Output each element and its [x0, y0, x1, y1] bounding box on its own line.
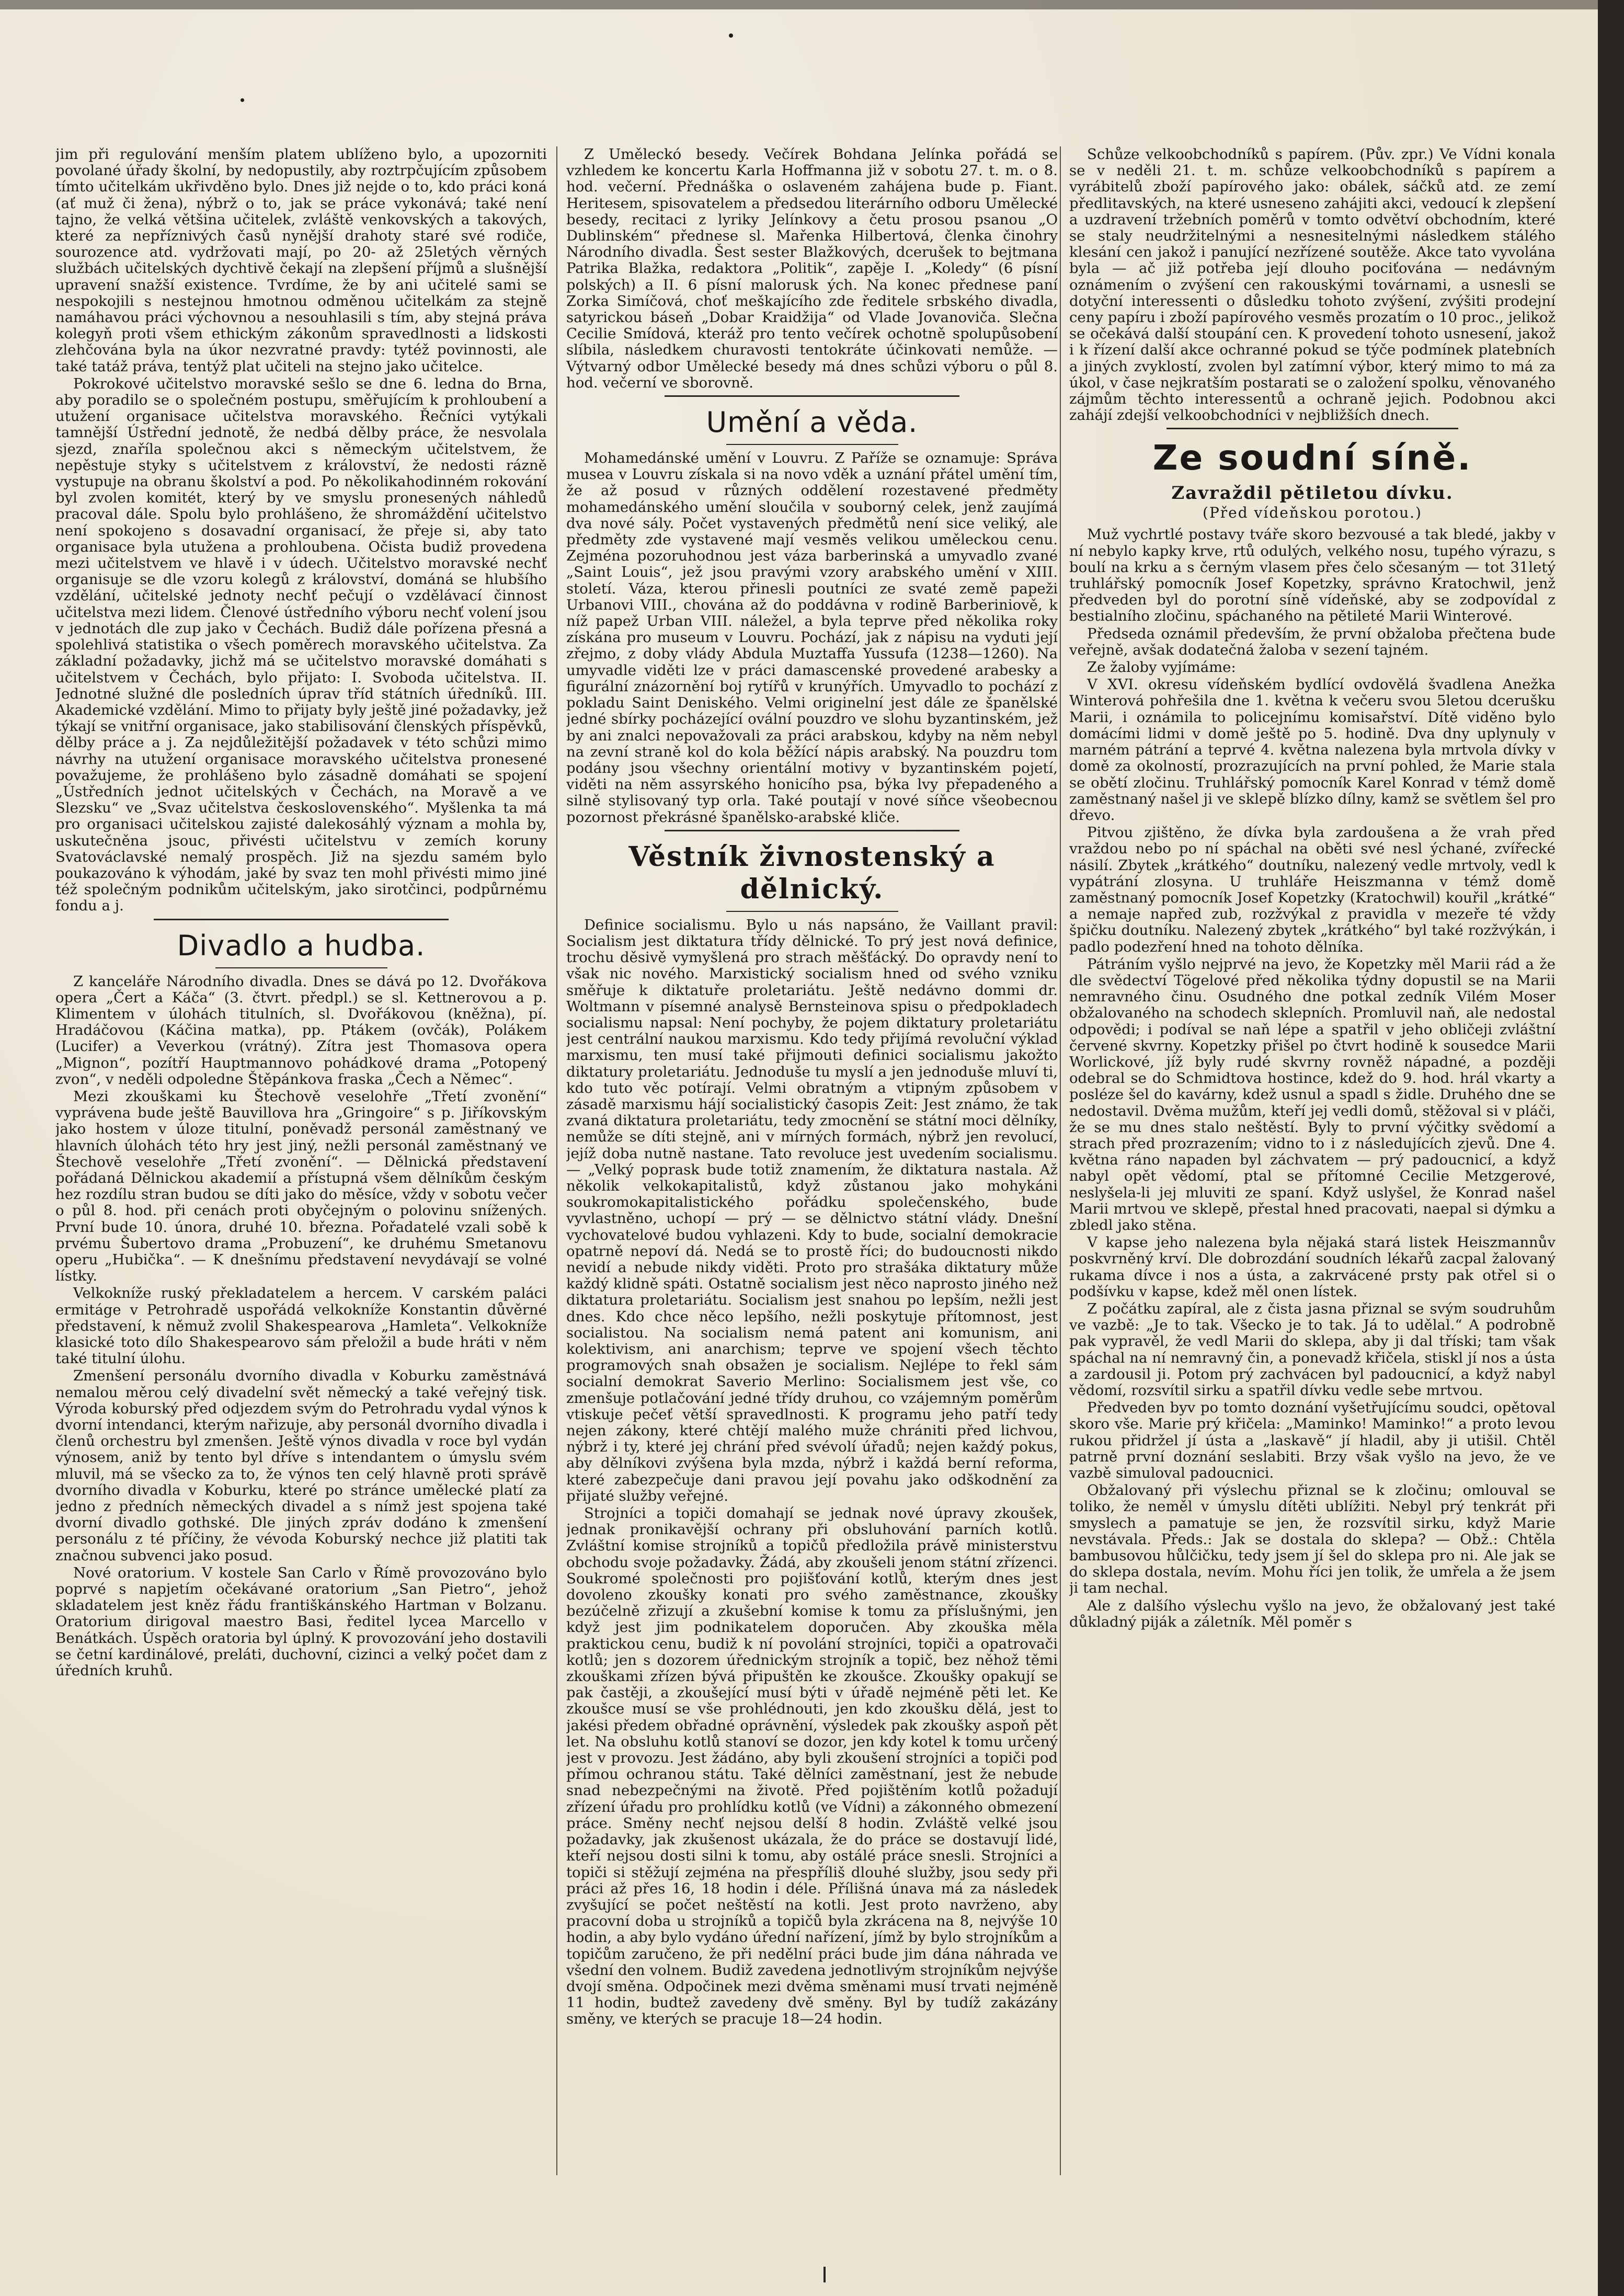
section-divider: [1166, 428, 1458, 429]
section-divider: [726, 911, 898, 912]
article-art-society: Z Uměleckó besedy. Večírek Bohdana Jelínka pořádá se vzhledem ke koncertu Karla Hoffmanna již v sobotu 27. t. m. o 8. hod. večerní. Přednáška o oslaveném zahájena bude p. Fiant. Heritesem, spisovatelem a předsedou literárního odboru Umělecké besedy, recitaci z lyriky Jelínkovy a četu prosou psanou „O Dublinském“ přednese sl. Mařenka Hilbertová, členka činohry Národního divadla. Šest sester Blažkových, dcerušek to bejtmana Patrika Blažka, redaktora „Politik“, zapěje I. „Koledy“ (6 písní polských) a II. 6 písní malorusk ých. Na konec přednese paní Zorka Simíčová, choť meškajícího zde ředitele srbského divadla, satyrickou báseň „Dobar Kraidžija“ od Vlade Jovanoviča. Slečna Cecilie Smídová, kteráž pro tento večírek ochotně spolupůsobení slíbila, následkem churavosti tentokráte účinkovati nemůže. — Výtvarný odbor Umělecké besedy má dnes schůzi výboru o půl 8. hod. večerní ve sborovně.: [566, 146, 1058, 391]
scan-top-edge: [0, 0, 1624, 9]
article-paper-merchants: Schůze velkoobchodníků s papírem. (Pův. zpr.) Ve Vídni konala se v neděli 21. t. m. schůze velkoobchodníků s papírem a vyrábitelů zboží papírového jako: obálek, sáčků atd. ze zemí předlitavských, na které usneseno zahájiti akci, vedoucí k zlepšení a uzdravení tržebních poměrů v tomto odvětví obchodním, které se staly neudržitelnými a nesnesitelnými následkem stálého klesání cen jakož i panující nezřízené soutěže. Akce tato vyvolána byla — ač již potřeba její dlouho pociťována — nedávným oznámením o zvýšení cen rakouskými továrnami, a usnesli se dotyční interessenti o důsledku tohoto zvýšení, zvýšiti prodejní ceny papíru i zboží papírového vesměs prozatím o 10 proc., jelikož se očekává další stoupání cen. K provedení tohoto usnesení, jakož i k řízení další akce ochranné pokud se týče podmínek platebních a jiných zvyklostí, zvolen byl zatímní výbor, který mimo to má za úkol, v čase nejkratším postarati se o založení spolku, věnovaného zájmům těchto interessentů a ochraně jejich. Podobnou akci zahájí zdejší velkoobchodníci v nejbližších dnech.: [1069, 146, 1556, 424]
article-murder-p6: Pátráním vyšlo nejprvé na jevo, že Kopetzky měl Marii rád a že dle svědectví Tögelové před několika týdny dopustil se na Marii nemravného činu. Osudného dne potkal zedník Vilém Moser obžalovaného na schodech sklepních. Promluvil naň, ale nedostal odpovědi; i podíval se naň lépe a spatřil v jeho obličeji zvláštní červené skvrny. Kopetzky přišel po čtvrt hodině k sousedce Marii Worlickové, jíž byly rudé skvrny rovněž nápadné, a později odebral se do Schmidtova hostince, kdež do 9. hod. hrál vkarty a posléze šel do kavárny, kdež usnul a spadl s židle. Druhého dne se nedostavil. Dvěma mužům, kteří jej vedli domů, stěžoval si v pláči, že se mu dnes stalo neštěstí. Byly to první výčitky svědomí a strach před prozrazením; vidno to i z následujících zjevů. Dne 4. května ráno napaden byl záchvatem — prý padoucnicí, a když nabyl opět vědomí, ptal se přítomné Cecilie Metzgerové, neslyšela-li jej mluviti ze spaní. Když uslyšel, že Konrad našel Marii mrtvou ve sklepě, přestal hned pracovati, naepal si dýmku a zbledl jako stěna.: [1069, 955, 1556, 1233]
bottom-mark: [824, 2267, 826, 2282]
article-stokers: Strojníci a topiči domahají se jednak nové úpravy zkoušek, jednak pronikavější ochrany při obsluhování parních kotlů. Zvláštní komise strojníků a topičů předložila právě ministerstvu obchodu svoje požadavky. Žádá, aby zkoušeli jenom státní zřízenci. Soukromé společnosti pro pojišťování kotlů, kterým dnes jest dovoleno zkoušky konati pro svého zaměstnance, zkoušky bezúčelně zřizují a zkušební komise k tomu za příslušnými, jen když jest jim podnikatelem doporučen. Aby zkouška měla praktickou cenu, budiž k ní povolání strojníci, topiči a opatrovači kotlů; jen s dozorem úřednickým strojník a topič, bez něhož těmi zkouškami zřízen bývá připuštěn ke zkoušce. Zkoušky opakují se pak častěji, a zkoušející musí býti v úřadě nejméně pěti let. Ke zkoušce musí se vše prohlédnouti, jen kdo zkoušku dělá, jest to jakési předem obřadné oprávnění, výsledek pak zkoušky aspoň pět let. Na obsluhu kotlů stanoví se dozor, jen kdy kotel k tomu určený jest v provozu. Jest žádáno, aby byli zkoušení strojníci a topiči pod přímou ochranou státu. Také dělníci zaměstnaní, jest že nebude snad nebezpečnými na životě. Před pojištěním kotlů požadují zřízení úřadu pro prohlídku kotlů (ve Vídni) a zákonného obmezení práce. Směny nechť nejsou delší 8 hodin. Zvláště velké jsou požadavky, jak zkušenost ukázala, že do práce se dostavují lidé, kteří nejsou dosti silni k tomu, aby ostálé práce snesli. Strojníci a topiči si stěžují zejména na přespříliš dlouhé služby, jsou sedy při práci až přes 16, 18 hodin i déle. Přílišná únava má za následek zvyšující se počet neštěstí na kotli. Jest proto navrženo, aby pracovní doba u strojníků a topičů byla zkrácena na 8, nejvýše 10 hodin, a aby bylo vydáno úřední nařízení, jímž by bylo strojníkům a topičům zaručeno, že při nedělní práci bude jim dána náhrada ve všední den volnem. Budiž zavedena jednotlivým strojníkům nejvýše dvojí směna. Odpočinek mezi dvěma směnami musí trvati nejméně 11 hodin, budtež zavedeny dvě směny. Byl by tudíž zakázány směny, ve kterých se pracuje 18—24 hodin.: [566, 1505, 1058, 2028]
article-murder-p3: Ze žaloby vyjímáme:: [1087, 659, 1236, 676]
section-heading-art-science: Umění a věda.: [706, 406, 918, 439]
article-murder-p4: V XVI. okresu vídeňském bydlící ovdovělá švadlena Anežka Winterová pohřešila dne 1. května k večeru svou 5letou dcerušku Marii, i oznámila to policejnímu komisařství. Dítě viděno bylo domácími lidmi v domě ještě po 5. hodině. Dva dny uplynuly v marném pátrání a teprvé 4. května nalezena byla mrtvola dívky v domě za okolností, prozrazujících na první pohled, že Marie stala se obětí zločinu. Truhlářský pomocník Karel Konrad v témž domě zaměstnaný našel ji ve sklepě blízko dílny, kamž se světlem šel pro dřevo.: [1069, 676, 1556, 824]
article-new-oratorio: Nové oratorium. V kostele San Carlo v Římě provozováno bylo poprvé s napjetím očekávané oratorium „San Pietro“, jehož skladatelem jest kněz řádu františkánského Hartman v Bolzanu. Oratorium dirigoval maestro Basi, ředitel lycea Marcello v Benátkách. Úspěch oratoria byl úplný. K provozování jeho dostavili se četní kardinálové, preláti, duchovní, cizinci a velký počet dam z úředních kruhů.: [55, 1564, 547, 1680]
article-national-theatre: Z kanceláře Národního divadla. Dnes se dává po 12. Dvořákova opera „Čert a Káča“ (3. čtvrt. předpl.) se sl. Kettnerovou a p. Klimentem v úlohách titulních, sl. Dvořákovou (kněžna), pí. Hradáčovou (Káčina matka), pp. Ptákem (ovčák), Polákem (Lucifer) a Veverkou (vrátný). Zítra jest Thomasova opera „Mignon“, pozítří Hauptmannovo pohádkové drama „Potopený zvon“, v neděli odpoledne Štěpánkova fraska „Čech a Němec“.: [55, 973, 547, 1088]
column-rule: [1060, 146, 1061, 2175]
article-murder-p7: V kapse jeho nalezena byla nějaká stará listek Heiszmannův poskvrněný krví. Dle dobrozdání soudních lékařů zacpal žalovaný rukama dívce i nos a ústa, a zakrvácené prsty pak otřel si o podšívku v kapse, kdež měl onen lístek.: [1069, 1234, 1556, 1300]
section-heading-theatre: Divadlo a hudba.: [177, 929, 426, 962]
column-middle: [566, 146, 1058, 2175]
article-coburg-theatre: Zmenšení personálu dvorního divadla v Koburku zaměstnává nemalou měrou celý divadelní svět německý a také veřejný tisk. Výroda koburský před odjezdem svým do Petrohradu vydal výnos k dvorní intendanci, kterým nařizuje, aby personál dvorního divadla i členů orchestru byl zmenšen. Ještě výnos divadla v roce byl vydán výnosem, aniž by tento byl dříve s intendantem o úmyslu svém mluvil, má se všecko za to, že výnos ten celý hlavně proti správě dvorního divadla v Koburku, které po stránce umělecké platí za jedno z předních německých divadel a s nímž jest spojena také dvorní divadlo gothské. Dle jiných zpráv dodáno k zmenšení personálu z té příčiny, že vévoda Koburský nechce již platiti tak značnou subvenci jako posud.: [55, 1367, 547, 1564]
article-socialism-definition: Definice socialismu. Bylo u nás napsáno, že Vaillant pravil: Socialism jest diktatura třídy dělnické. To prý jest nová definice, trochu děsivě vymyšlená pro strach měšťácký. Do opravdy není to však nic nového. Marxistický socialism hned od svého vzniku směřuje k diktatuře proletariátu. Ještě nedávno dommi dr. Woltmann v písemné analysě Bernsteinova spisu o předpokladech socialismu napsal: Není pochyby, že pojem diktatury proletariátu jest centrální naukou marxismu. Kdo tedy přijímá revoluční výklad marxismu, ten musí také přijmouti definici socialismu jakožto diktatury proletariátu. Jednoduše tu myslí a jen jednoduše mluví ti, kdo tuto věc potírají. Velmi obratným a vtipným způsobem v zásadě marxismu hájí socialistický časopis Zeit: Jest známo, že tak zvaná diktatura proletariátu, tedy zmocnění se státní moci dělníky, nemůže se díti stejně, ani v mírných formách, nýbrž jen revolucí, jejíž doba nutně nastane. Tato revoluce jest uvedením socialismu. — „Velký poprask bude totiž znamením, že diktatura nastala. Až několik velkokapitalistů, když zůstanou jako mohykáni soukromokapitalistického pořádku společenského, bude vyvlastněno, uchopí — prý — se dělnictvo státní vlády. Dnešní vychovatelové budou vyhlazeni. Kdy to bude, socialní demokracie opatrně nepoví dá. Nedá se to prostě říci; do budoucnosti nikdo nevidí a nebude nikdy viděti. Proto pro strašáka diktatury může každý klidně spáti. Ostatně socialism jest něco naprosto jiného než diktatura proletariátu. Socialism jest snahou po lepším, nežli jest dnes. Kdo chce něco lepšího, nežli poskytuje přítomnost, jest socialistou. Na socialism nemá patent ani komunism, ani kolektivism, ani anarchism; teprve ve spojení všech těchto programových snah obsažen je socialism. Nejlépe to řekl sám socialní demokrat Saverio Merlino: Socialismem jest vše, co zmenšuje potlačování jedné třídy druhou, co vzájemným poměrům vtiskuje pečeť větší spravedlnosti. K programu jeho patří tedy nejen zákony, které chtějí malého muže chrániti před lichvou, nýbrž i ty, které jej chrání před svévolí úřadů; nejen každý pokus, aby dělníkovi zvýšena byla mzda, nýbrž i každá berní reforma, které zabezpečuje dani pravou její povahu jako odškodnění za přijaté služby veřejné.: [566, 916, 1058, 1504]
section-divider: [726, 444, 898, 445]
article-murder-p5: Pitvou zjištěno, že dívka byla zardoušena a že vrah před vraždou nebo po ní spáchal na oběti své nesl ýchané, zvířecké násilí. Zbytek „krátkého“ doutníku, nalezený vedle mrtvoly, vedl k vypátrání zlosyna. U truhláře Heiszmanna v témž domě zaměstnaný pomocník Josef Kopetzky (Kratochwil) kouřil „krátké“ a nemaje napřed zub, rozžvýkal z pravidla v mezeře té vždy špičku doutníku. Nalezený zbytek „krátkého“ byl také rozžvýkán, i padlo podezření hned na tohoto dělníka.: [1069, 824, 1556, 955]
article-moravian-teachers: Pokrokové učitelstvo moravské sešlo se dne 6. ledna do Brna, aby poradilo se o společném postupu, směřujícím k prohloubení a utužení organisace učitelstva moravského. Řečníci vytýkali tamnější Ústřední jednotě, že nedbá dělby práce, že nesvolala sjezd, znaříla společnou akci s německým učitelstvem, že nepěstuje styky s učitelstvem z království, že nedosti rázně vystupuje na obranu školství a pod. Po několikahodinném rokování byl zvolen komitét, který by ve smyslu pronesených náhledů pracoval dále. Spolu bylo prohlášeno, že shromáždění učitelstvo není spokojeno s dosavadní organisací, že přeje si, aby tato organisace byla utužena a prohloubena. Očista budiž provedena mezi učitelstvem ve hlavě i v údech. Učitelstvo moravské nechť organisuje se dle vzoru kolegů z království, dománá se hlubšího vzdělání, učitelské jednoty nechť pečují o vzdělávací činnost učitelstva mezi lidem. Členové ústředního výboru nechť volení jsou v jednotách dle zup jako v Čechách. Budiž dále pořízena přesná a spolehlivá statistika o všech poměrech moravského učitelstva. Za základní požadavky, jichž má se učitelstvo moravské domáhati s učitelstvem v Čechách, bylo přijato: I. Svoboda učitelstva. II. Jednotné služné dle posledních úprav tříd státních úředníků. III. Akademické vzdělání. Mimo to přijaty byly ještě jiné požadavky, jež týkají se vnitřní organisace, jako stabilisování členských příspěvků, dělby práce a j. Za nejdůležitější požadavek v této schůzi mimo návrhy na utužení organisace moravského učitelstva pronesené považujeme, že prohlášeno bylo zásadně domáhati se spojení „Ústředních jednot učitelských v Čechách, na Moravě a ve Slezsku“ ve „Svaz učitelstva československého“. Myšlenka ta má pro organisaci učitelskou zajisté dalekosáhlý význam a mohla by, uskutečněna jsouc, přivésti učitelstvu v zemích koruny Svatováclavské nemalý prospěch. Již na sjezdu samém bylo poukazováno k výhodám, jaké by svaz ten mohl přivésti mimo jiné též společným podnikům učitelským, jako sirotčinci, podpůrnému fondu a j.: [55, 375, 547, 915]
article-murder-p8: Z počátku zapíral, ale z čista jasna přiznal se svým soudruhům ve vazbě: „Je to tak. Všecko je to tak. Já to udělal.“ A podrobně pak vypravěl, že vedl Marii do sklepa, aby ji dal tříski; tam však spáchal na ní nemravný čin, a ponevadž křičela, stiskl jí nos a ústa a zardousil ji. Potom prý zachvácen byl padoucnicí, a když nabyl vědomí, rozsvítil sirku a spatřil dívku vedle sebe mrtvou.: [1069, 1300, 1556, 1399]
article-theatre-rehearsals: Mezi zkouškami ku Štechově veselohře „Třetí zvonění“ vyprávena bude ještě Bauvillova hra „Gringoire“ s p. Jiříkovským jako hostem v úloze titulní, poněvadž personál zaměstnaný ve hlavních úlohách této hry jest jiný, nežli personál zaměstnaný ve Štechově veselohře „Třetí zvonění“. — Dělnická představení pořádaná Dělnickou akademií a přístupná všem dělníkům českým hez rozdílu stran budou se díti jako do měsíce, vždy v sobotu večer o půl 8. hod. při cenách proti obyčejným o polovinu snížených. První bude 10. února, druhé 10. března. Pořadatelé vzali sobě k prvému Šubertovo drama „Probuzení“, ke druhému Smetanovu operu „Hubička“. — K dnešnímu představení nevydávají se volné lístky.: [55, 1088, 547, 1285]
section-heading-trade-labour: Věstník živnostenský a dělnický.: [628, 840, 996, 905]
section-divider: [665, 395, 959, 397]
article-murder-p2: Předseda oznámil především, že první obžaloba přečtena bude veřejně, avšak dodatečná žaloba v sezení tajném.: [1069, 625, 1556, 658]
scan-right-edge: [1598, 0, 1624, 2296]
article-grand-duke: Velkokníže ruský překladatelem a hercem. V carském paláci ermitáge v Petrohradě uspořádá velkokníže Konstantin důvěrné představení, k němuž zvolil Shakespearova „Hamleta“. Velkokníže klasické toto dílo Shakespearovo sám přeložil a bude hráti v něm také titulní úlohu.: [55, 1285, 547, 1367]
article-murder-p9: Předveden byv po tomto doznání vyšetřujícímu soudci, opětoval skoro vše. Marie prý křičela: „Maminko! Maminko!“ a proto levou rukou přidržel jí ústa a „laskavě“ jí hladil, aby ji utišil. Chtěl patrně první doznání seslabiti. Brzy však vyšlo na jevo, že ve vazbě simuloval padoucnici.: [1069, 1399, 1556, 1482]
article-teacher-pay: jim při regulování menším platem ublíženo bylo, a upozorniti povolané úřady školní, by nedopustily, aby roztrpčujícím způsobem tímto učitelkám ukřivděno bylo. Dnes již nejde o to, kdo práci koná (ať muž či žena), nýbrž o to, jak se práce vykonává; také není tajno, že velká většina učitelek, zvláště venkovských a takových, které za nepříznivých časů nynější drahoty staré své rodiče, sourozence atd. vydržovati mají, po 20- až 25letých věrných službách učitelských dychtivě čekají na zlepšení příjmů a slušnější upravení snažší existence. Tvrdíme, že by ani učitelé sami se nespokojili s nestejnou hmotnou odměnou učitelkám za stejně namáhavou práci výchovnou a nesouhlasili s tím, aby stejná práva kolegyň proti všem ethickým zákonům spravedlnosti a lidskosti zlehčována byla na úkor nezvratné pravdy: tytéž povinnosti, ale také tatáž práva, tentýž plat učiteli na stejno jako učitelce.: [55, 146, 547, 375]
section-divider: [665, 830, 959, 831]
article-murder-p1: Muž vychrtlé postavy tváře skoro bezvousé a tak bledé, jakby v ní nebylo kapky krve, rtů odulých, velkého nosu, tupého výrazu, s boulí na krku a s černým vlasem přes čelo sčesaným — tot 31letý truhlářský pomocník Josef Kopetzky, správno Kratochwil, jenž předveden byl do porotní síně vídeňské, aby se zodpovídal z bestialního zločinu, spáchaného na pětileté Marii Winterové.: [1069, 526, 1556, 625]
print-speck: [729, 33, 733, 38]
article-murder-p11: Ale z dalšího výslechu vyšlo na jevo, že obžalovaný jest také důkladný piják a záletník. Měl poměr s: [1069, 1597, 1556, 1630]
article-louvre: Mohamedánské umění v Louvru. Z Paříže se oznamuje: Správa musea v Louvru získala si na novo vděk a uznání přátel umění tím, že až posud v různých oddělení rozestavené předměty mohamedánského umění sloučila v souborný celek, jenž zaujímá dva nové sály. Počet vystavených předmětů není sice veliký, ale předměty zde vystavené mají vesměs velikou uměleckou cenu. Zejména pozoruhodnou jest váza barberinská a umyvadlo zvané „Saint Louis“, jež jsou pravými vzory arabského umění v XIII. století. Váza, kterou přinesli poutníci ze svaté země papeži Urbanovi VIII., chována až do poddávna v rodině Barberiniově, k níž papež Urban VIII. náležel, a byla teprve před několika roky získána pro museum v Louvru. Pochází, jak z nápisu na vyduti její zřejmo, z doby vlády Abdula Muztaffa Yussufa (1238—1260). Na umyvadle viděti lze v práci damascenské provedené arabesky a figurální znázornění boj rytířů v krunýřích. Umyvadlo to pochází z pokladu Saint Deniského. Velmi originelní jest dále ze španělské jedné sbírky pocházející ovální pouzdro ve slohu byzantinském, jež by ani znalci nepovažovali za práci arabskou, kdyby na něm nebyl na zevní straně kol do kola běžící nápis arabský. Na pouzdru tom podány jsou všechny orientální motivy v byzantinském pojetí, viděti na něm assyrského honicího psa, býka lvy přepadeného a silně stylisovaný typ orla. Také poutají v nové síňce všeobecnou pozornost překrásné španělsko-arabské kliče.: [566, 450, 1058, 826]
column-right: [1069, 146, 1556, 2175]
section-heading-court: Ze soudní síně.: [1152, 438, 1472, 478]
article-subheadline-jury: (Před vídeňskou porotou.): [1203, 504, 1422, 522]
print-speck: [241, 98, 244, 102]
column-rule: [556, 146, 557, 2175]
article-murder-p10: Obžalovaný při výslechu přiznal se k zločinu; omlouval se toliko, že neměl v úmyslu dítěti ublížiti. Nebyl prý tenkrát při smyslech a pamatuje se jen, že rozsvítil sirku, když Marie nevstávala. Předs.: Jak se dostala do sklepa? — Obž.: Chtěla bambusovou hůlčičku, tedy jsem jí šel do sklepa pro ni. Ale jak se do sklepa dostala, nevím. Mohu říci jen tolik, že umřela a že jsem ji tam nechal.: [1069, 1482, 1556, 1597]
section-divider: [154, 919, 449, 920]
section-divider: [215, 967, 387, 968]
article-headline-murder: Zavraždil pětiletou dívku.: [1171, 483, 1454, 504]
column-left: [55, 146, 547, 2175]
